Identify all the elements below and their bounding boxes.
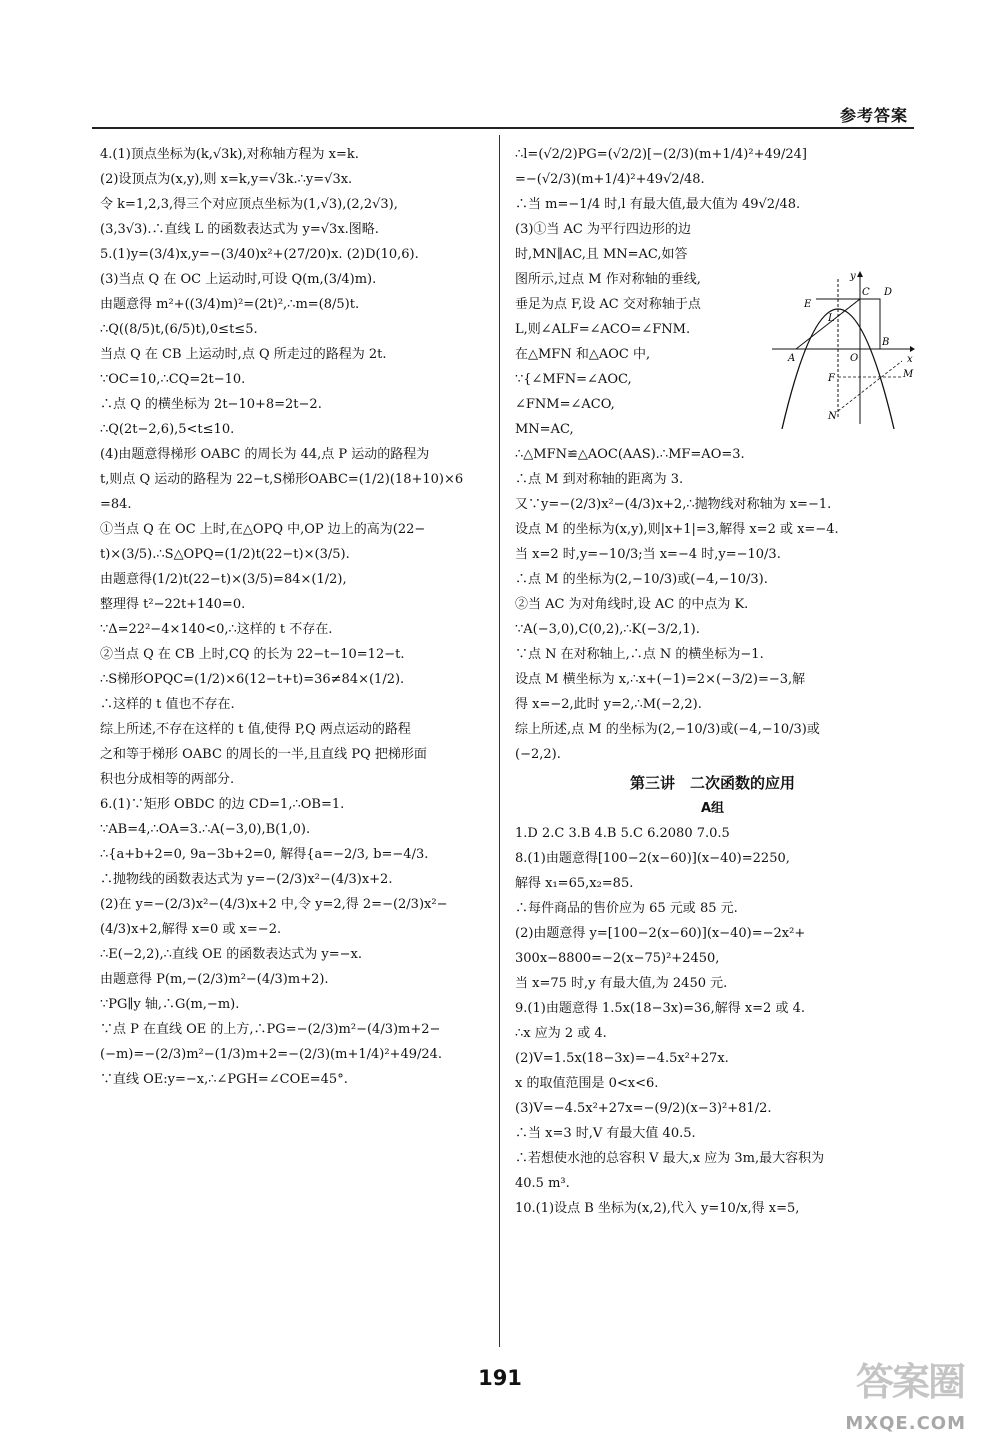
text-line: ∴抛物线的函数表达式为 y=−(2/3)x²−(4/3)x+2. [100,872,393,887]
label-n: N [828,411,837,422]
text-line: 令 k=1,2,3,得三个对应顶点坐标为(1,√3),(2,2√3), [100,197,398,212]
text-line: L,则∠ALF=∠ACO=∠FNM. [515,322,691,337]
text-line: MN=AC, [515,422,574,437]
text-line: 当 x=2 时,y=−10/3;当 x=−4 时,y=−10/3. [515,547,781,562]
text-line: 40.5 m³. [515,1176,570,1191]
text-line: (3)当点 Q 在 OC 上运动时,可设 Q(m,(3/4)m). [100,272,377,287]
text-line: 由题意得 P(m,−(2/3)m²−(4/3)m+2). [100,972,329,987]
text-line: 300x−8800=−2(x−75)²+2450, [515,951,720,966]
text-line: ∴当 x=3 时,V 有最大值 40.5. [515,1126,696,1141]
label-e: E [804,299,812,310]
section-title: 第三讲 二次函数的应用 [629,774,795,792]
text-line: 6.(1)∵矩形 OBDC 的边 CD=1,∴OB=1. [100,797,345,812]
text-line: (2)在 y=−(2/3)x²−(4/3)x+2 中,令 y=2,得 2=−(2/3)x²− [100,897,448,912]
text-line: ∴点 M 到对称轴的距离为 3. [515,472,684,487]
text-line: 8.(1)由题意得[100−2(x−60)](x−40)=2250, [515,851,790,866]
label-c: C [862,287,870,298]
text-line: 解得 x₁=65,x₂=85. [515,876,634,891]
text-line: t,则点 Q 运动的路程为 22−t,S梯形OABC=(1/2)(18+10)×6 [100,472,464,487]
text-line: ②当点 Q 在 CB 上时,CQ 的长为 22−t−10=12−t. [100,647,405,662]
text-line: 整理得 t²−22t+140=0. [100,597,246,612]
text-line: ∴若想使水池的总容积 V 最大,x 应为 3m,最大容积为 [515,1151,825,1166]
text-line: (2)设顶点为(x,y),则 x=k,y=√3k.∴y=√3x. [100,172,353,187]
text-line: ∵Δ=22²−4×140<0,∴这样的 t 不存在. [100,622,333,637]
x-axis-arrow [910,346,915,352]
label-m: M [903,369,914,380]
text-line: 由题意得 m²+((3/4)m)²=(2t)²,∴m=(8/5)t. [100,297,360,312]
text-line: 10.(1)设点 B 坐标为(x,2),代入 y=10/x,得 x=5, [515,1201,800,1216]
column-divider [499,135,500,1347]
text-line: =−(√2/3)(m+1/4)²+49√2/48. [515,172,705,187]
text-line: ∵AB=4,∴OA=3.∴A(−3,0),B(1,0). [100,822,311,837]
label-d: D [884,287,893,298]
text-line: ∵OC=10,∴CQ=2t−10. [100,372,246,387]
text-line: ∵{∠MFN=∠AOC, [515,372,632,387]
text-line: 设点 M 的坐标为(x,y),则|x+1|=3,解得 x=2 或 x=−4. [515,522,839,537]
page-number: 191 [478,1366,522,1390]
text-line: ∴E(−2,2),∴直线 OE 的函数表达式为 y=−x. [100,947,363,962]
text-line: (4/3)x+2,解得 x=0 或 x=−2. [100,922,282,937]
text-line: ∵A(−3,0),C(0,2),∴K(−3/2,1). [515,622,700,637]
label-o: O [850,353,859,364]
label-x: x [907,354,913,365]
text-line: 图所示,过点 M 作对称轴的垂线, [515,272,701,287]
label-a: A [788,353,796,364]
text-line: ∵点 N 在对称轴上,∴点 N 的横坐标为−1. [515,647,764,662]
text-line: (−2,2). [515,747,561,762]
text-line: 5.(1)y=(3/4)x,y=−(3/40)x²+(27/20)x. (2)D(10,6). [100,247,419,262]
text-line: ∴这样的 t 值也不存在. [100,697,235,712]
text-line: 4.(1)顶点坐标为(k,√3k),对称轴方程为 x=k. [100,147,359,162]
text-line: ∵直线 OE:y=−x,∴∠PGH=∠COE=45°. [100,1072,348,1087]
rectangle-obdc [860,299,880,349]
text-line: 之和等于梯形 OABC 的周长的一半,且直线 PQ 把梯形面 [100,747,427,762]
text-line: ∴x 应为 2 或 4. [515,1026,607,1041]
text-line: ∴Q((8/5)t,(6/5)t),0≤t≤5. [100,322,258,337]
text-line: 9.(1)由题意得 1.5x(18−3x)=36,解得 x=2 或 4. [515,1001,805,1016]
text-line: 当点 Q 在 CB 上运动时,点 Q 所走过的路程为 2t. [100,347,387,362]
page-header: 参考答案 [839,106,908,125]
text-line: 1.D 2.C 3.B 4.B 5.C 6.2080 7.0.5 [515,826,730,841]
text-line: ∴当 m=−1/4 时,l 有最大值,最大值为 49√2/48. [515,197,801,212]
text-line: ∵PG∥y 轴,∴G(m,−m). [100,997,240,1012]
text-line: ∴点 M 的坐标为(2,−10/3)或(−4,−10/3). [515,572,768,587]
text-line: 垂足为点 F,设 AC 交对称轴于点 [515,297,701,312]
text-line: ∴S梯形OPQC=(1/2)×6(12−t+t)=36≠84×(1/2). [100,672,405,687]
left-column [100,142,490,1347]
text-line: (2)由题意得 y=[100−2(x−60)](x−40)=−2x²+ [515,926,806,941]
text-line: ∴l=(√2/2)PG=(√2/2)[−(2/3)(m+1/4)²+49/24] [515,147,807,162]
text-line: 综上所述,不存在这样的 t 值,使得 P,Q 两点运动的路程 [100,722,411,737]
text-line: 在△MFN 和△AOC 中, [515,347,651,362]
header-divider [92,127,914,129]
group-title: A组 [700,801,725,816]
text-line: (4)由题意得梯形 OABC 的周长为 44,点 P 运动的路程为 [100,447,430,462]
text-line: 得 x=−2,此时 y=2,∴M(−2,2). [515,697,702,712]
text-line: t)×(3/5).∴S△OPQ=(1/2)t(22−t)×(3/5). [100,547,350,562]
text-line: 时,MN∥AC,且 MN=AC,如答 [515,247,688,262]
text-line: ∴每件商品的售价应为 65 元或 85 元. [515,901,738,916]
text-line: 设点 M 横坐标为 x,∴x+(−1)=2×(−3/2)=−3,解 [515,672,806,687]
text-line: (3)①当 AC 为平行四边形的边 [515,222,692,237]
text-line: 积也分成相等的两部分. [100,772,235,787]
text-line: (3)V=−4.5x²+27x=−(9/2)(x−3)²+81/2. [515,1101,772,1116]
text-line: ∠FNM=∠ACO, [515,397,615,412]
watermark-url: MXQE.COM [845,1413,966,1434]
text-line: ②当 AC 为对角线时,设 AC 的中点为 K. [515,597,749,612]
watermark-logo: 答案圈 [855,1360,964,1404]
watermark [826,1360,986,1442]
parabola-figure [770,269,915,429]
label-y: y [850,271,856,282]
y-axis-arrow [857,271,863,277]
text-line: 由题意得(1/2)t(22−t)×(3/5)=84×(1/2), [100,572,347,587]
text-line: x 的取值范围是 0<x<6. [515,1076,659,1091]
label-l: L [828,313,835,324]
text-line: 又∵y=−(2/3)x²−(4/3)x+2,∴抛物线对称轴为 x=−1. [515,497,832,512]
text-line: 综上所述,点 M 的坐标为(2,−10/3)或(−4,−10/3)或 [515,722,820,737]
text-line: 当 x=75 时,y 有最大值,为 2450 元. [515,976,728,991]
text-line: (3,3√3).∴直线 L 的函数表达式为 y=√3x.图略. [100,222,379,237]
text-line: (2)V=1.5x(18−3x)=−4.5x²+27x. [515,1051,729,1066]
text-line: (−m)=−(2/3)m²−(1/3)m+2=−(2/3)(m+1/4)²+49/24. [100,1047,443,1062]
right-column [515,142,914,1347]
label-b: B [882,337,890,348]
text-line: ∴△MFN≌△AOC(AAS).∴MF=AO=3. [515,447,745,462]
text-line: ∴Q(2t−2,6),5<t≤10. [100,422,235,437]
text-line: ①当点 Q 在 OC 上时,在△OPQ 中,OP 边上的高为(22− [100,522,426,537]
text-line: =84. [100,497,132,512]
text-line: ∴{a+b+2=0, 9a−3b+2=0, 解得{a=−2/3, b=−4/3. [100,847,429,862]
text-line: ∵点 P 在直线 OE 的上方,∴PG=−(2/3)m²−(4/3)m+2− [100,1022,441,1037]
label-f: F [828,373,835,384]
text-line: ∴点 Q 的横坐标为 2t−10+8=2t−2. [100,397,322,412]
line-mn-dashed [838,361,902,411]
